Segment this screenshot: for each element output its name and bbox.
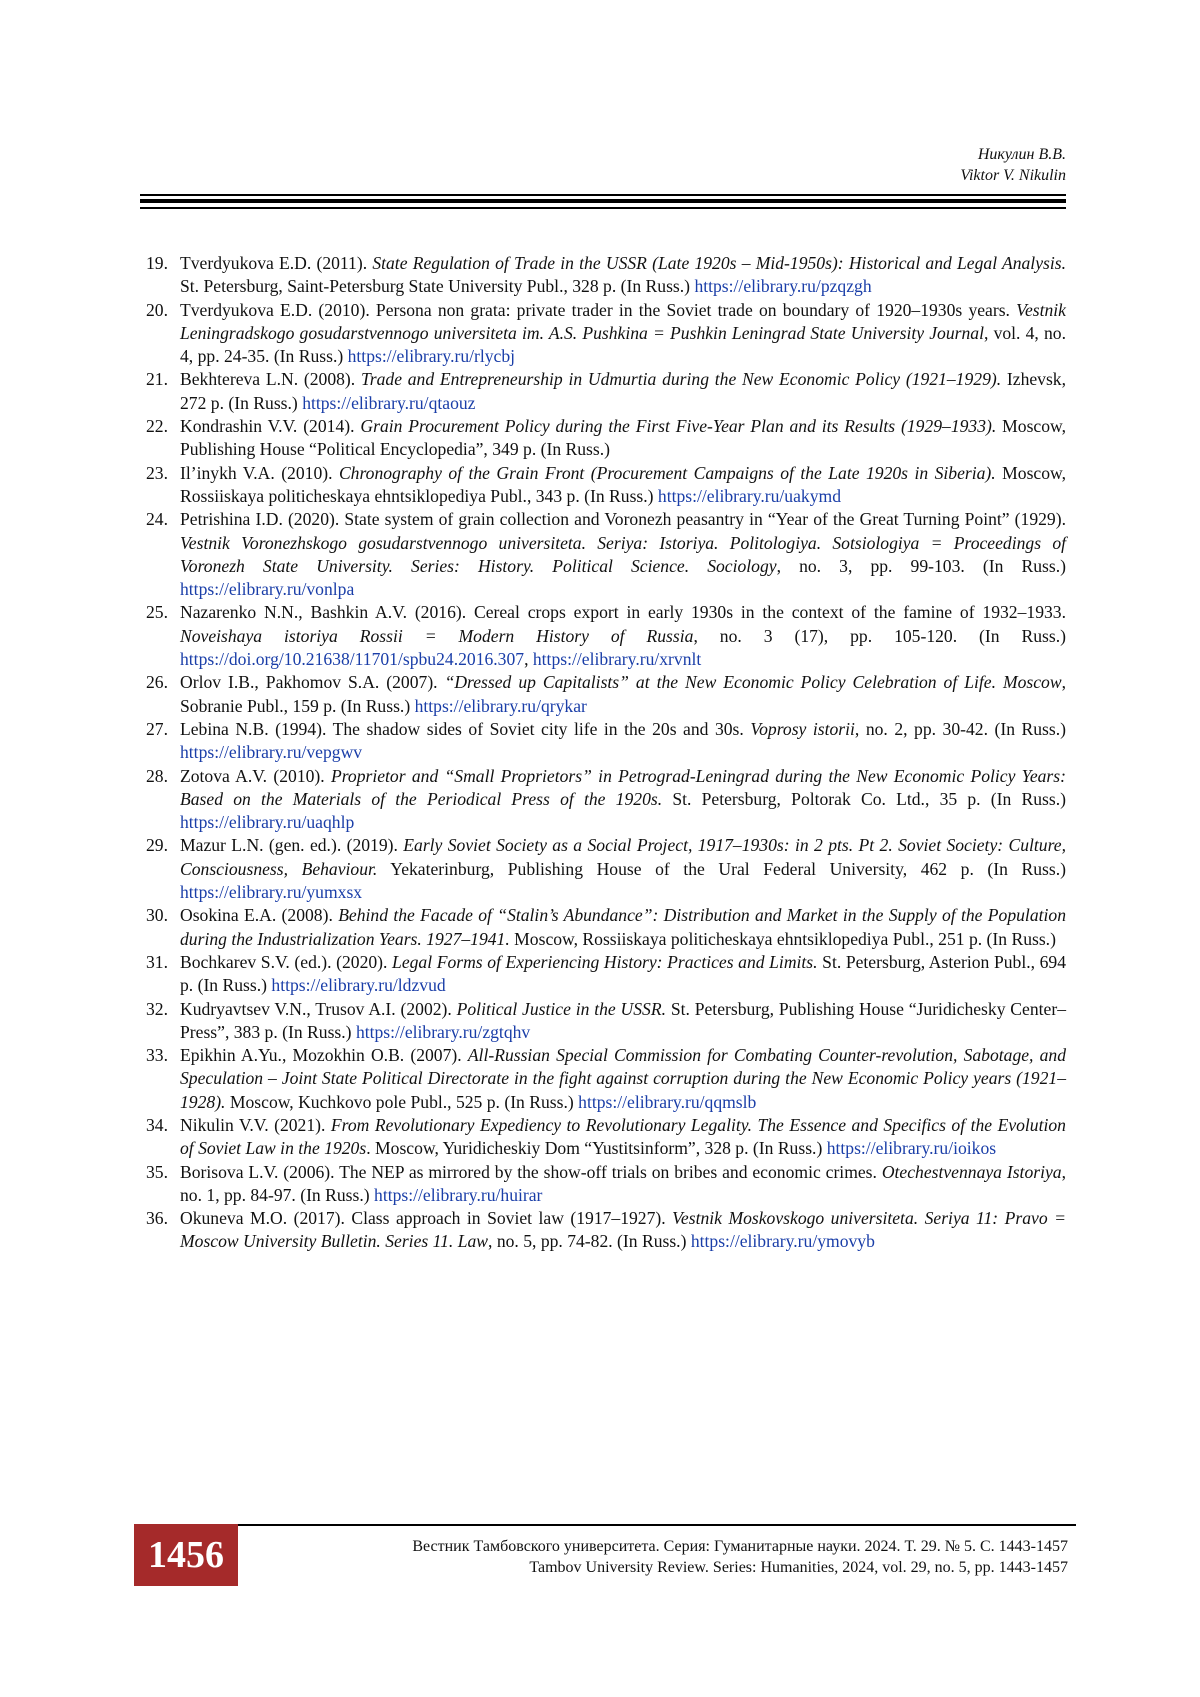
reference-title: All-Russian Special Commission for Combating Counter-revolution, Sabotage, and Speculation – Joint State Political Directorate in the fight against corruption during the New Economic Policy years (1921–1928). [180,1045,1066,1112]
reference-number: 20. [140,299,168,322]
reference-link[interactable]: https://elibrary.ru/pzqzgh [694,276,871,296]
reference-text: Moscow, Rossiiskaya politicheskaya ehntsiklopediya Publ., 343 p. (In Russ.) [180,463,1066,506]
reference-text: , no. 3, pp. 99-103. (In Russ.) [777,556,1066,576]
journal-citation-en: Tambov University Review. Series: Humanities, 2024, vol. 29, no. 5, pp. 1443-1457 [412,1557,1068,1578]
reference-list [140,252,1066,1254]
reference-link[interactable]: https://elibrary.ru/ioikos [827,1138,996,1158]
reference-item [140,834,1066,904]
reference-link[interactable]: https://elibrary.ru/uaqhlp [180,812,354,832]
reference-item [140,1161,1066,1208]
reference-title: Political Justice in the USSR. [457,999,666,1019]
reference-link[interactable]: https://elibrary.ru/ldzvud [271,975,445,995]
reference-text: Moscow, Publishing House “Political Encyclopedia”, 349 p. (In Russ.) [180,416,1066,459]
reference-link[interactable]: https://elibrary.ru/ymovyb [691,1231,875,1251]
reference-item [140,462,1066,509]
reference-text: Okuneva M.O. (2017). Class approach in Soviet law (1917–1927). [180,1208,672,1228]
reference-text: Bochkarev S.V. (ed.). (2020). [180,952,392,972]
author-ru: Никулин В.В. [960,144,1066,165]
reference-link[interactable]: https://elibrary.ru/uakymd [658,486,841,506]
reference-text: Moscow, Rossiiskaya politicheskaya ehntsiklopediya Publ., 251 p. (In Russ.) [510,929,1056,949]
reference-number: 27. [140,718,168,741]
reference-number: 33. [140,1044,168,1067]
reference-text: , no. 1, pp. 84-97. (In Russ.) [180,1162,1066,1205]
reference-link[interactable]: https://elibrary.ru/vepgwv [180,742,362,762]
reference-title: State Regulation of Trade in the USSR (Late 1920s – Mid-1950s): Historical and Legal Analysis. [372,253,1066,273]
reference-text: St. Petersburg, Asterion Publ., 694 p. (In Russ.) [180,952,1066,995]
reference-text: Nazarenko N.N., Bashkin A.V. (2016). Cereal crops export in early 1930s in the context of the famine of 1932–1933. [180,602,1066,622]
reference-number: 22. [140,415,168,438]
reference-text: Zotova A.V. (2010). [180,766,331,786]
reference-text: St. Petersburg, Publishing House “Juridichesky Center–Press”, 383 p. (In Russ.) [180,999,1066,1042]
reference-title: Noveishaya istoriya Rossii = Modern History of Russia [180,626,693,646]
reference-title: Vestnik Leningradskogo gosudarstvennogo universiteta im. A.S. Pushkina = Pushkin Leningrad State University Journal [180,300,1066,343]
reference-text: Epikhin A.Yu., Mozokhin O.B. (2007). [180,1045,468,1065]
reference-text: Kondrashin V.V. (2014). [180,416,360,436]
header-rule-middle [140,199,1066,203]
reference-title: Voprosy istorii [750,719,855,739]
reference-text: , no. 2, pp. 30-42. (In Russ.) [855,719,1066,739]
reference-item [140,1044,1066,1114]
reference-number: 29. [140,834,168,857]
reference-text: Petrishina I.D. (2020). State system of grain collection and Voronezh peasantry in “Year of the Great Turning Point” (1929). [180,509,1066,529]
reference-title: Grain Procurement Policy during the First Five-Year Plan and its Results (1929–1933). [360,416,996,436]
reference-number: 35. [140,1161,168,1184]
reference-text: St. Petersburg, Poltorak Co. Ltd., 35 p. (In Russ.) [662,789,1066,809]
reference-title: Vestnik Moskovskogo universiteta. Seriya 11: Pravo = Moscow University Bulletin. Series 11. Law [180,1208,1066,1251]
reference-link[interactable]: https://elibrary.ru/yumxsx [180,882,362,902]
reference-item [140,299,1066,369]
footer-rule [134,1524,1076,1526]
reference-item [140,998,1066,1045]
reference-text: Borisova L.V. (2006). The NEP as mirrored by the show-off trials on bribes and economic crimes. [180,1162,882,1182]
header-rule-bottom [140,207,1066,209]
reference-number: 31. [140,951,168,974]
author-en: Viktor V. Nikulin [960,165,1066,186]
reference-link[interactable]: https://elibrary.ru/rlycbj [348,346,515,366]
reference-link[interactable]: https://elibrary.ru/huirar [374,1185,542,1205]
reference-title: From Revolutionary Expediency to Revolutionary Legality. The Essence and Specifics of the Evolution of Soviet Law in the 1920s [180,1115,1066,1158]
reference-link[interactable]: https://doi.org/10.21638/11701/spbu24.2016.307 [180,649,524,669]
reference-number: 19. [140,252,168,275]
page-number: 1456 [148,1533,224,1577]
reference-text: Mazur L.N. (gen. ed.). (2019). [180,835,403,855]
reference-number: 24. [140,508,168,531]
reference-item [140,601,1066,671]
reference-text: . Moscow, Yuridicheskiy Dom “Yustitsinform”, 328 p. (In Russ.) [366,1138,827,1158]
reference-text: , no. 5, pp. 74-82. (In Russ.) [488,1231,691,1251]
reference-text: Tverdyukova E.D. (2010). Persona non grata: private trader in the Soviet trade on boundary of 1920–1930s years. [180,300,1016,320]
reference-text: , Sobranie Publ., 159 p. (In Russ.) [180,672,1066,715]
reference-title: “Dressed up Capitalists” at the New Economic Policy Celebration of Life. Moscow [445,672,1062,692]
reference-link[interactable]: https://elibrary.ru/qtaouz [302,393,475,413]
reference-title: Chronography of the Grain Front (Procurement Campaigns of the Late 1920s in Siberia). [339,463,996,483]
reference-text: Orlov I.B., Pakhomov S.A. (2007). [180,672,445,692]
page-number-box [134,1524,238,1586]
reference-number: 34. [140,1114,168,1137]
reference-text: Yekaterinburg, Publishing House of the Ural Federal University, 462 p. (In Russ.) [377,859,1066,879]
reference-title: Behind the Facade of “Stalin’s Abundance”: Distribution and Market in the Supply of the Population during the Industrialization Years. 1927–1941. [180,905,1066,948]
reference-text: Osokina E.A. (2008). [180,905,338,925]
reference-title: Trade and Entrepreneurship in Udmurtia during the New Economic Policy (1921–1929). [361,369,1001,389]
reference-item [140,718,1066,765]
reference-text: Lebina N.B. (1994). The shadow sides of Soviet city life in the 20s and 30s. [180,719,750,739]
reference-number: 21. [140,368,168,391]
reference-link[interactable]: https://elibrary.ru/qrykar [415,696,587,716]
reference-item [140,508,1066,601]
reference-link[interactable]: https://elibrary.ru/qqmslb [578,1092,756,1112]
reference-title: Vestnik Voronezhskogo gosudarstvennogo universiteta. Seriya: Istoriya. Politologiya. Sotsiologiya = Proceedings of Voronezh State University. Series: History. Political Science. Sociology [180,533,1066,576]
reference-link[interactable]: https://elibrary.ru/xrvnlt [533,649,701,669]
reference-item [140,368,1066,415]
reference-item [140,904,1066,951]
reference-number: 30. [140,904,168,927]
reference-number: 25. [140,601,168,624]
reference-text: , no. 3 (17), pp. 105-120. (In Russ.) [693,626,1066,646]
reference-item [140,671,1066,718]
reference-text: Bekhtereva L.N. (2008). [180,369,361,389]
reference-link[interactable]: https://elibrary.ru/zgtqhv [356,1022,530,1042]
reference-number: 26. [140,671,168,694]
reference-text: Il’inykh V.A. (2010). [180,463,339,483]
reference-item [140,415,1066,462]
reference-text: Nikulin V.V. (2021). [180,1115,331,1135]
reference-item [140,252,1066,299]
reference-title: Early Soviet Society as a Social Project, 1917–1930s: in 2 pts. Pt 2. Soviet Society: Culture, Consciousness, Behaviour. [180,835,1066,878]
reference-text: Izhevsk, 272 p. (In Russ.) [180,369,1066,412]
reference-item [140,951,1066,998]
journal-citation-ru: Вестник Тамбовского университета. Серия: Гуманитарные науки. 2024. Т. 29. № 5. С. 1443-1457 [412,1536,1068,1557]
header-rule-top [140,194,1066,196]
reference-number: 23. [140,462,168,485]
reference-text: Tverdyukova E.D. (2011). [180,253,372,273]
reference-item [140,1114,1066,1161]
reference-text: , vol. 4, no. 4, pp. 24-35. (In Russ.) [180,323,1066,366]
reference-title: Proprietor and “Small Proprietors” in Petrograd-Leningrad during the New Economic Policy Years: Based on the Materials of the Periodical Press of the 1920s. [180,766,1066,809]
reference-link[interactable]: https://elibrary.ru/vonlpa [180,579,354,599]
running-head [960,144,1066,186]
reference-title: Otechestvennaya Istoriya [882,1162,1062,1182]
reference-item [140,1207,1066,1254]
reference-number: 32. [140,998,168,1021]
reference-text: Kudryavtsev V.N., Trusov A.I. (2002). [180,999,457,1019]
journal-citation [412,1536,1068,1578]
reference-item [140,765,1066,835]
reference-title: Legal Forms of Experiencing History: Practices and Limits. [392,952,818,972]
reference-number: 36. [140,1207,168,1230]
reference-text: , [524,649,533,669]
reference-number: 28. [140,765,168,788]
reference-text: Moscow, Kuchkovo pole Publ., 525 p. (In Russ.) [225,1092,578,1112]
reference-text: St. Petersburg, Saint-Petersburg State University Publ., 328 p. (In Russ.) [180,276,694,296]
